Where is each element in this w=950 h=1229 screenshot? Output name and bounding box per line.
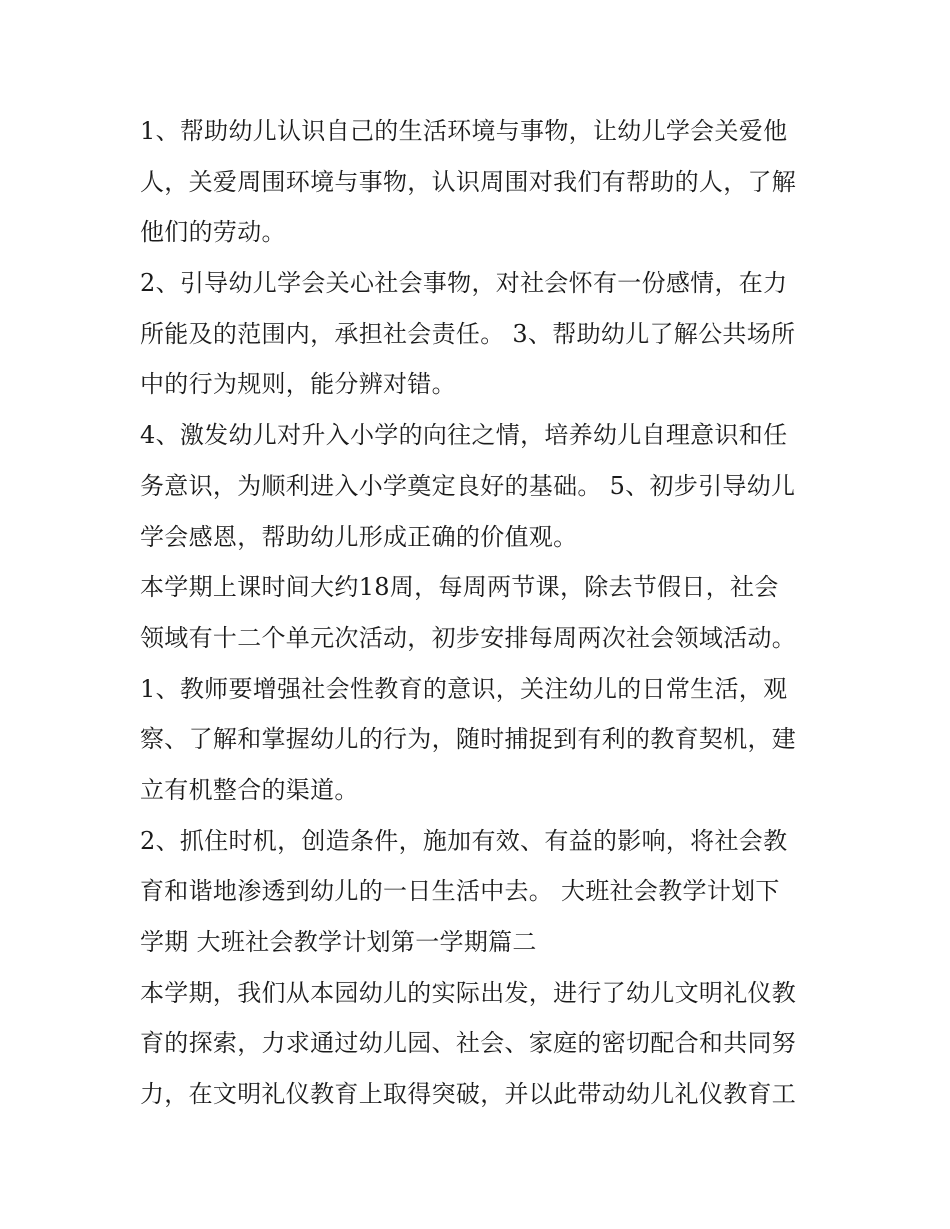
- text-line: 中的行为规则，能分辨对错。: [140, 370, 456, 399]
- text-line: 所能及的范围内，承担社会责任。 3、帮助幼儿了解公共场所: [140, 319, 796, 348]
- text-line: 他们的劳动。: [140, 218, 286, 247]
- text-line: 本学期，我们从本园幼儿的实际出发，进行了幼儿文明礼仪教: [140, 978, 797, 1007]
- text-line: 育和谐地渗透到幼儿的一日生活中去。 大班社会教学计划下: [140, 877, 780, 906]
- text-line: 力，在文明礼仪教育上取得突破，并以此带动幼儿礼仪教育工: [140, 1080, 797, 1109]
- document-body: [140, 106, 820, 1120]
- text-line: 务意识，为顺利进入小学奠定良好的基础。 5、初步引导幼儿: [140, 471, 796, 500]
- text-line: 学期 大班社会教学计划第一学期篇二: [140, 928, 537, 956]
- text-line: 1、教师要增强社会性教育的意识，关注幼儿的日常生活，观: [140, 674, 788, 703]
- text-line: 1、帮助幼儿认识自己的生活环境与事物，让幼儿学会关爱他: [140, 117, 788, 145]
- text-line: 2、抓住时机，创造条件，施加有效、有益的影响，将社会教: [140, 826, 788, 855]
- text-line: 人，关爱周围环境与事物，认识周围对我们有帮助的人，了解: [140, 167, 797, 196]
- text-line: 学会感恩，帮助幼儿形成正确的价值观。: [140, 522, 578, 551]
- text-line: 4、激发幼儿对升入小学的向往之情，培养幼儿自理意识和任: [140, 421, 788, 450]
- text-line: 本学期上课时间大约18周，每周两节课，除去节假日，社会: [140, 573, 779, 602]
- text-line: 察、了解和掌握幼儿的行为，随时捕捉到有利的教育契机，建: [140, 725, 797, 754]
- text-line: 立有机整合的渠道。: [140, 775, 359, 804]
- text-line: 育的探索，力求通过幼儿园、社会、家庭的密切配合和共同努: [140, 1029, 797, 1058]
- text-line: 2、引导幼儿学会关心社会事物，对社会怀有一份感情，在力: [140, 269, 788, 298]
- text-line: 领域有十二个单元次活动，初步安排每周两次社会领域活动。: [140, 623, 797, 652]
